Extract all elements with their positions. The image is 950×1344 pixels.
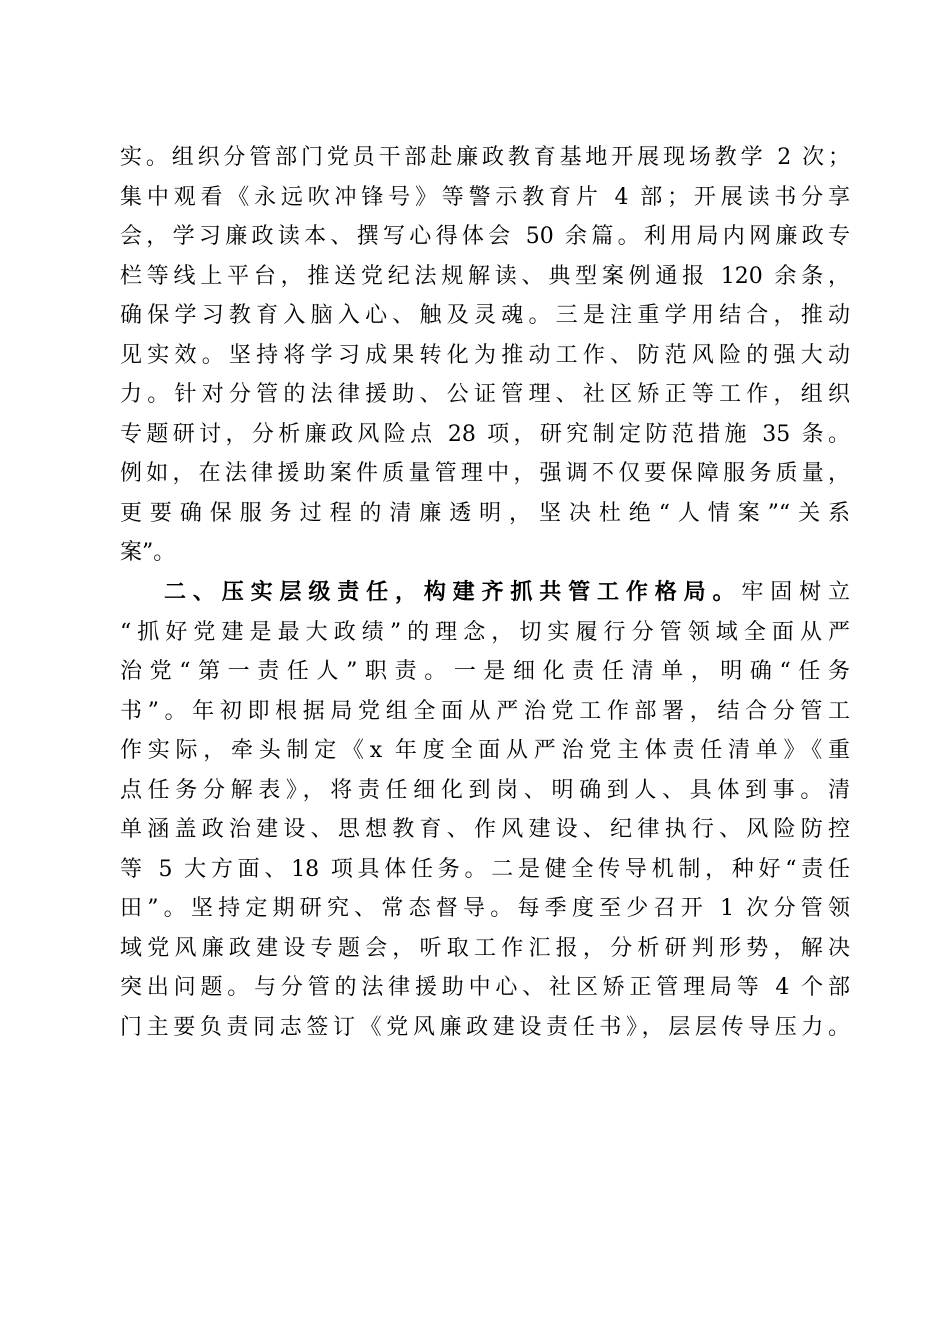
text-line: 集中观看《永远吹冲锋号》等警示教育片 4 部；开展读书分享 xyxy=(120,184,850,210)
text-line: 单涵盖政治建设、思想教育、作风建设、纪律执行、风险防控 xyxy=(120,817,850,843)
text-line: 域党风廉政建设专题会，听取工作汇报，分析研判形势，解决 xyxy=(120,935,850,961)
text-line: 等 5 大方面、18 项具体任务。二是健全传导机制，种好“责任 xyxy=(120,856,850,882)
text-line: 实。组织分管部门党员干部赴廉政教育基地开展现场教学 2 次； xyxy=(120,145,850,170)
text-line: 力。针对分管的法律援助、公证管理、社区矫正等工作，组织 xyxy=(120,382,850,408)
text-line: 治党“第一责任人”职责。一是细化责任清单，明确“任务 xyxy=(120,659,850,685)
text-run: 牢固树立 xyxy=(741,580,850,606)
text-line: 栏等线上平台，推送党纪法规解读、典型案例通报 120 余条， xyxy=(120,263,850,289)
text-line: 见实效。坚持将学习成果转化为推动工作、防范风险的强大动 xyxy=(120,342,850,368)
text-line: 作实际，牵头制定《x 年度全面从严治党主体责任清单》《重 xyxy=(120,738,850,764)
text-line: 田”。坚持定期研究、常态督导。每季度至少召开 1 次分管领 xyxy=(120,896,850,922)
paragraph-1 xyxy=(120,138,850,573)
paragraph-2 xyxy=(120,573,850,1048)
text-line: 书”。年初即根据局党组全面从严治党工作部署，结合分管工 xyxy=(120,698,850,724)
text-line: 例如，在法律援助案件质量管理中，强调不仅要保障服务质量， xyxy=(120,461,850,487)
heading-line xyxy=(120,573,850,613)
text-line: 点任务分解表》，将责任细化到岗、明确到人、具体到事。清 xyxy=(120,777,850,803)
text-line: “抓好党建是最大政绩”的理念，切实履行分管领域全面从严 xyxy=(120,619,850,645)
text-line: 确保学习教育入脑入心、触及灵魂。三是注重学用结合，推动 xyxy=(120,303,850,329)
document-body xyxy=(120,138,850,1048)
text-line: 门主要负责同志签订《党风廉政建设责任书》，层层传导压力。 xyxy=(120,1015,850,1041)
section-heading: 二、压实层级责任，构建齐抓共管工作格局。 xyxy=(164,580,742,606)
text-line: 会，学习廉政读本、撰写心得体会 50 余篇。利用局内网廉政专 xyxy=(120,224,850,250)
text-line: 案”。 xyxy=(120,540,176,566)
text-line: 更要确保服务过程的清廉透明，坚决杜绝“人情案”“关系 xyxy=(120,500,850,526)
text-line: 突出问题。与分管的法律援助中心、社区矫正管理局等 4 个部 xyxy=(120,975,850,1001)
text-line: 专题研讨，分析廉政风险点 28 项，研究制定防范措施 35 条。 xyxy=(120,421,850,447)
